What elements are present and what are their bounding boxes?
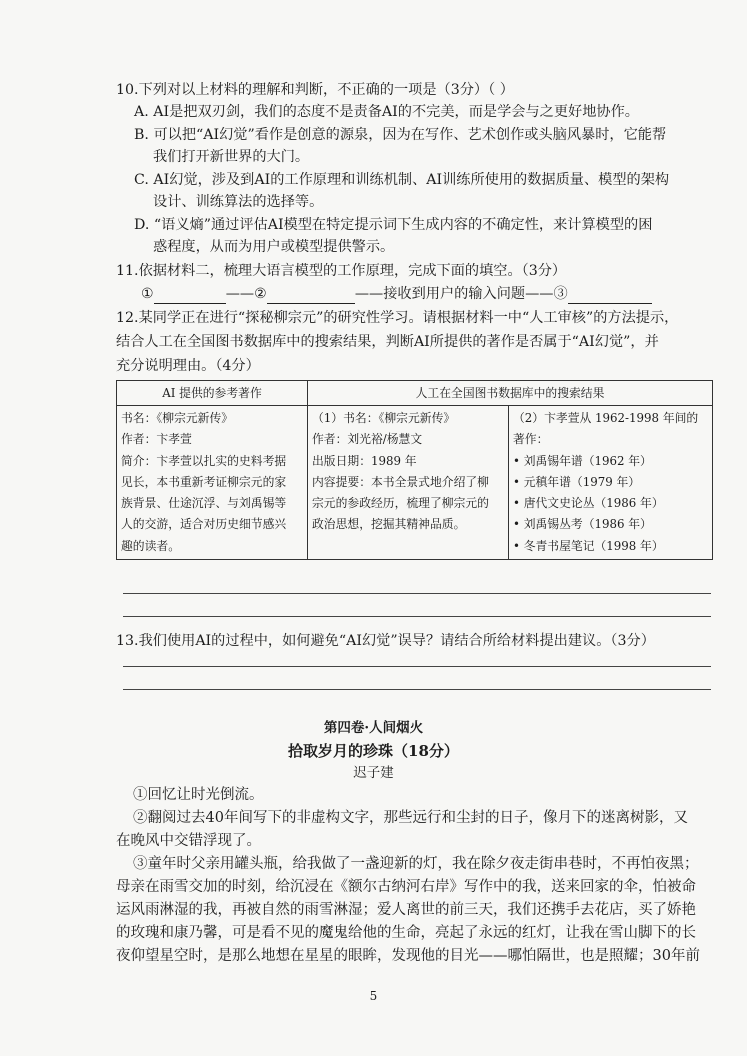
page-number: 5 — [369, 989, 378, 1003]
q10-option-b-line2: 我们打开新世界的大门。 — [153, 149, 310, 165]
table-cell-search-result-1: （1）书名：《柳宗元新传》 作者：刘光裕/杨慧文 出版日期：1989 年 内容提要：本书全景式地介绍了柳 宗元的参政经历，梳理了柳宗元的 政治思想，挖掘其精神品质。 — [308, 406, 509, 560]
q12-line1: 12.某同学正在进行“探秘柳宗元”的研究性学习。请根据材料一中“人工审核”的方法提示， — [116, 310, 679, 326]
q10-option-c-line1: C. AI幻觉，涉及到AI的工作原理和训练机制、AI训练所使用的数据质量、模型的架构 — [134, 172, 670, 188]
q10-option-d-line2: 惑程度，从而为用户或模型提供警示。 — [153, 239, 395, 255]
table-row — [117, 406, 713, 560]
essay-paragraph-1: ①回忆让时光倒流。 — [133, 787, 264, 803]
list-item: • 冬青书屋笔记（1998 年） — [513, 538, 664, 553]
q13-answer-line-1[interactable] — [123, 666, 711, 667]
q12-answer-line-1[interactable] — [123, 593, 711, 594]
q12-line2: 结合人工在全国图书数据库中的搜索结果，判断AI所提供的著作是否属于“AI幻觉”，并 — [116, 334, 659, 350]
table-header-ai: AI 提供的参考著作 — [117, 381, 308, 406]
essay-paragraph-3-line2: 母亲在雨雪交加的时刻，给沉浸在《额尔古纳河右岸》写作中的我，送来回家的伞，怕被命 — [116, 879, 696, 895]
q11-marker-2: ——② — [225, 286, 267, 302]
q10-option-a: A. AI是把双刃剑，我们的态度不是责备AI的不完美，而是学会与之更好地协作。 — [134, 104, 639, 120]
q11-marker-3: ——接收到用户的输入问题——③ — [354, 286, 568, 302]
q11-stem: 11.依据材料二，梳理大语言模型的工作原理，完成下面的填空。（3分） — [116, 263, 567, 279]
q13-stem: 13.我们使用AI的过程中，如何避免“AI幻觉”误导？请结合所给材料提出建议。（3分） — [116, 633, 655, 649]
table-cell-search-result-2: （2）卞孝萱从 1962-1998 年间的 著作： • 刘禹锡年谱（1962 年） • 元稹年谱（1979 年） • 唐代文史论丛（1986 年） • 刘禹锡丛考（1986 年） • 冬青书屋笔记（1998 年） — [509, 406, 713, 560]
q10-option-b-line1: B. 可以把“AI幻觉”看作是创意的源泉，因为在写作、艺术创作或头脑风暴时，它能帮 — [134, 127, 667, 143]
q13-answer-line-2[interactable] — [123, 689, 711, 690]
essay-title: 拾取岁月的珍珠（18分） — [288, 742, 459, 760]
q12-line3: 充分说明理由。（4分） — [116, 358, 260, 374]
q12-reference-table — [116, 380, 713, 560]
q10-option-d-line1: D. “语义熵”通过评估AI模型在特定提示词下生成内容的不确定性，来计算模型的困 — [134, 217, 653, 233]
q10-stem: 10.下列对以上材料的理解和判断，不正确的一项是（3分）（ ） — [116, 82, 514, 98]
table-header-search: 人工在全国图书数据库中的搜索结果 — [308, 381, 713, 406]
q11-blank-1[interactable] — [154, 289, 226, 304]
list-item: • 元稹年谱（1979 年） — [513, 474, 641, 489]
essay-paragraph-3-line3: 运风雨淋湿的我，再被自然的雨雪淋湿；爱人离世的前三天，我们还携手去花店，买了娇艳 — [116, 902, 696, 918]
volume-heading: 第四卷·人间烟火 — [323, 720, 424, 736]
list-item: • 刘禹锡年谱（1962 年） — [513, 453, 652, 468]
essay-paragraph-2-line2: 在晚风中交错浮现了。 — [116, 833, 261, 849]
q11-blank-2[interactable] — [267, 289, 355, 304]
q10-option-c-line2: 设计、训练算法的选择等。 — [153, 194, 324, 210]
essay-paragraph-3-line4: 的玫瑰和康乃馨，可是看不见的魔鬼给他的生命，亮起了永远的红灯，让我在雪山脚下的长 — [116, 925, 696, 941]
essay-author: 迟子建 — [353, 765, 394, 781]
q12-answer-line-2[interactable] — [123, 616, 711, 617]
q11-fill-line — [141, 284, 652, 304]
table-cell-ai-book: 书名：《柳宗元新传》 作者：卞孝萱 简介：卞孝萱以扎实的史料考据 见长，本书重新考证柳宗元的家 族背景、仕途沉浮、与刘禹锡等 人的交游，适合对历史细节感兴 趣的读者。 — [117, 406, 308, 560]
table-header-row — [117, 381, 713, 406]
essay-paragraph-3-line5: 夜仰望星空时，是那么地想在星星的眼眸，发现他的目光——哪怕隔世，也是照耀；30年前 — [116, 948, 700, 964]
list-item: • 刘禹锡丛考（1986 年） — [513, 517, 652, 532]
q11-blank-3[interactable] — [568, 289, 652, 304]
essay-paragraph-2-line1: ②翻阅过去40年间写下的非虚构文字，那些远行和尘封的日子，像月下的迷离树影，又 — [133, 810, 688, 826]
list-item: • 唐代文史论丛（1986 年） — [513, 496, 664, 511]
essay-paragraph-3-line1: ③童年时父亲用罐头瓶，给我做了一盏迎新的灯，我在除夕夜走街串巷时，不再怕夜黑； — [133, 856, 699, 872]
q11-marker-1: ① — [141, 286, 154, 302]
